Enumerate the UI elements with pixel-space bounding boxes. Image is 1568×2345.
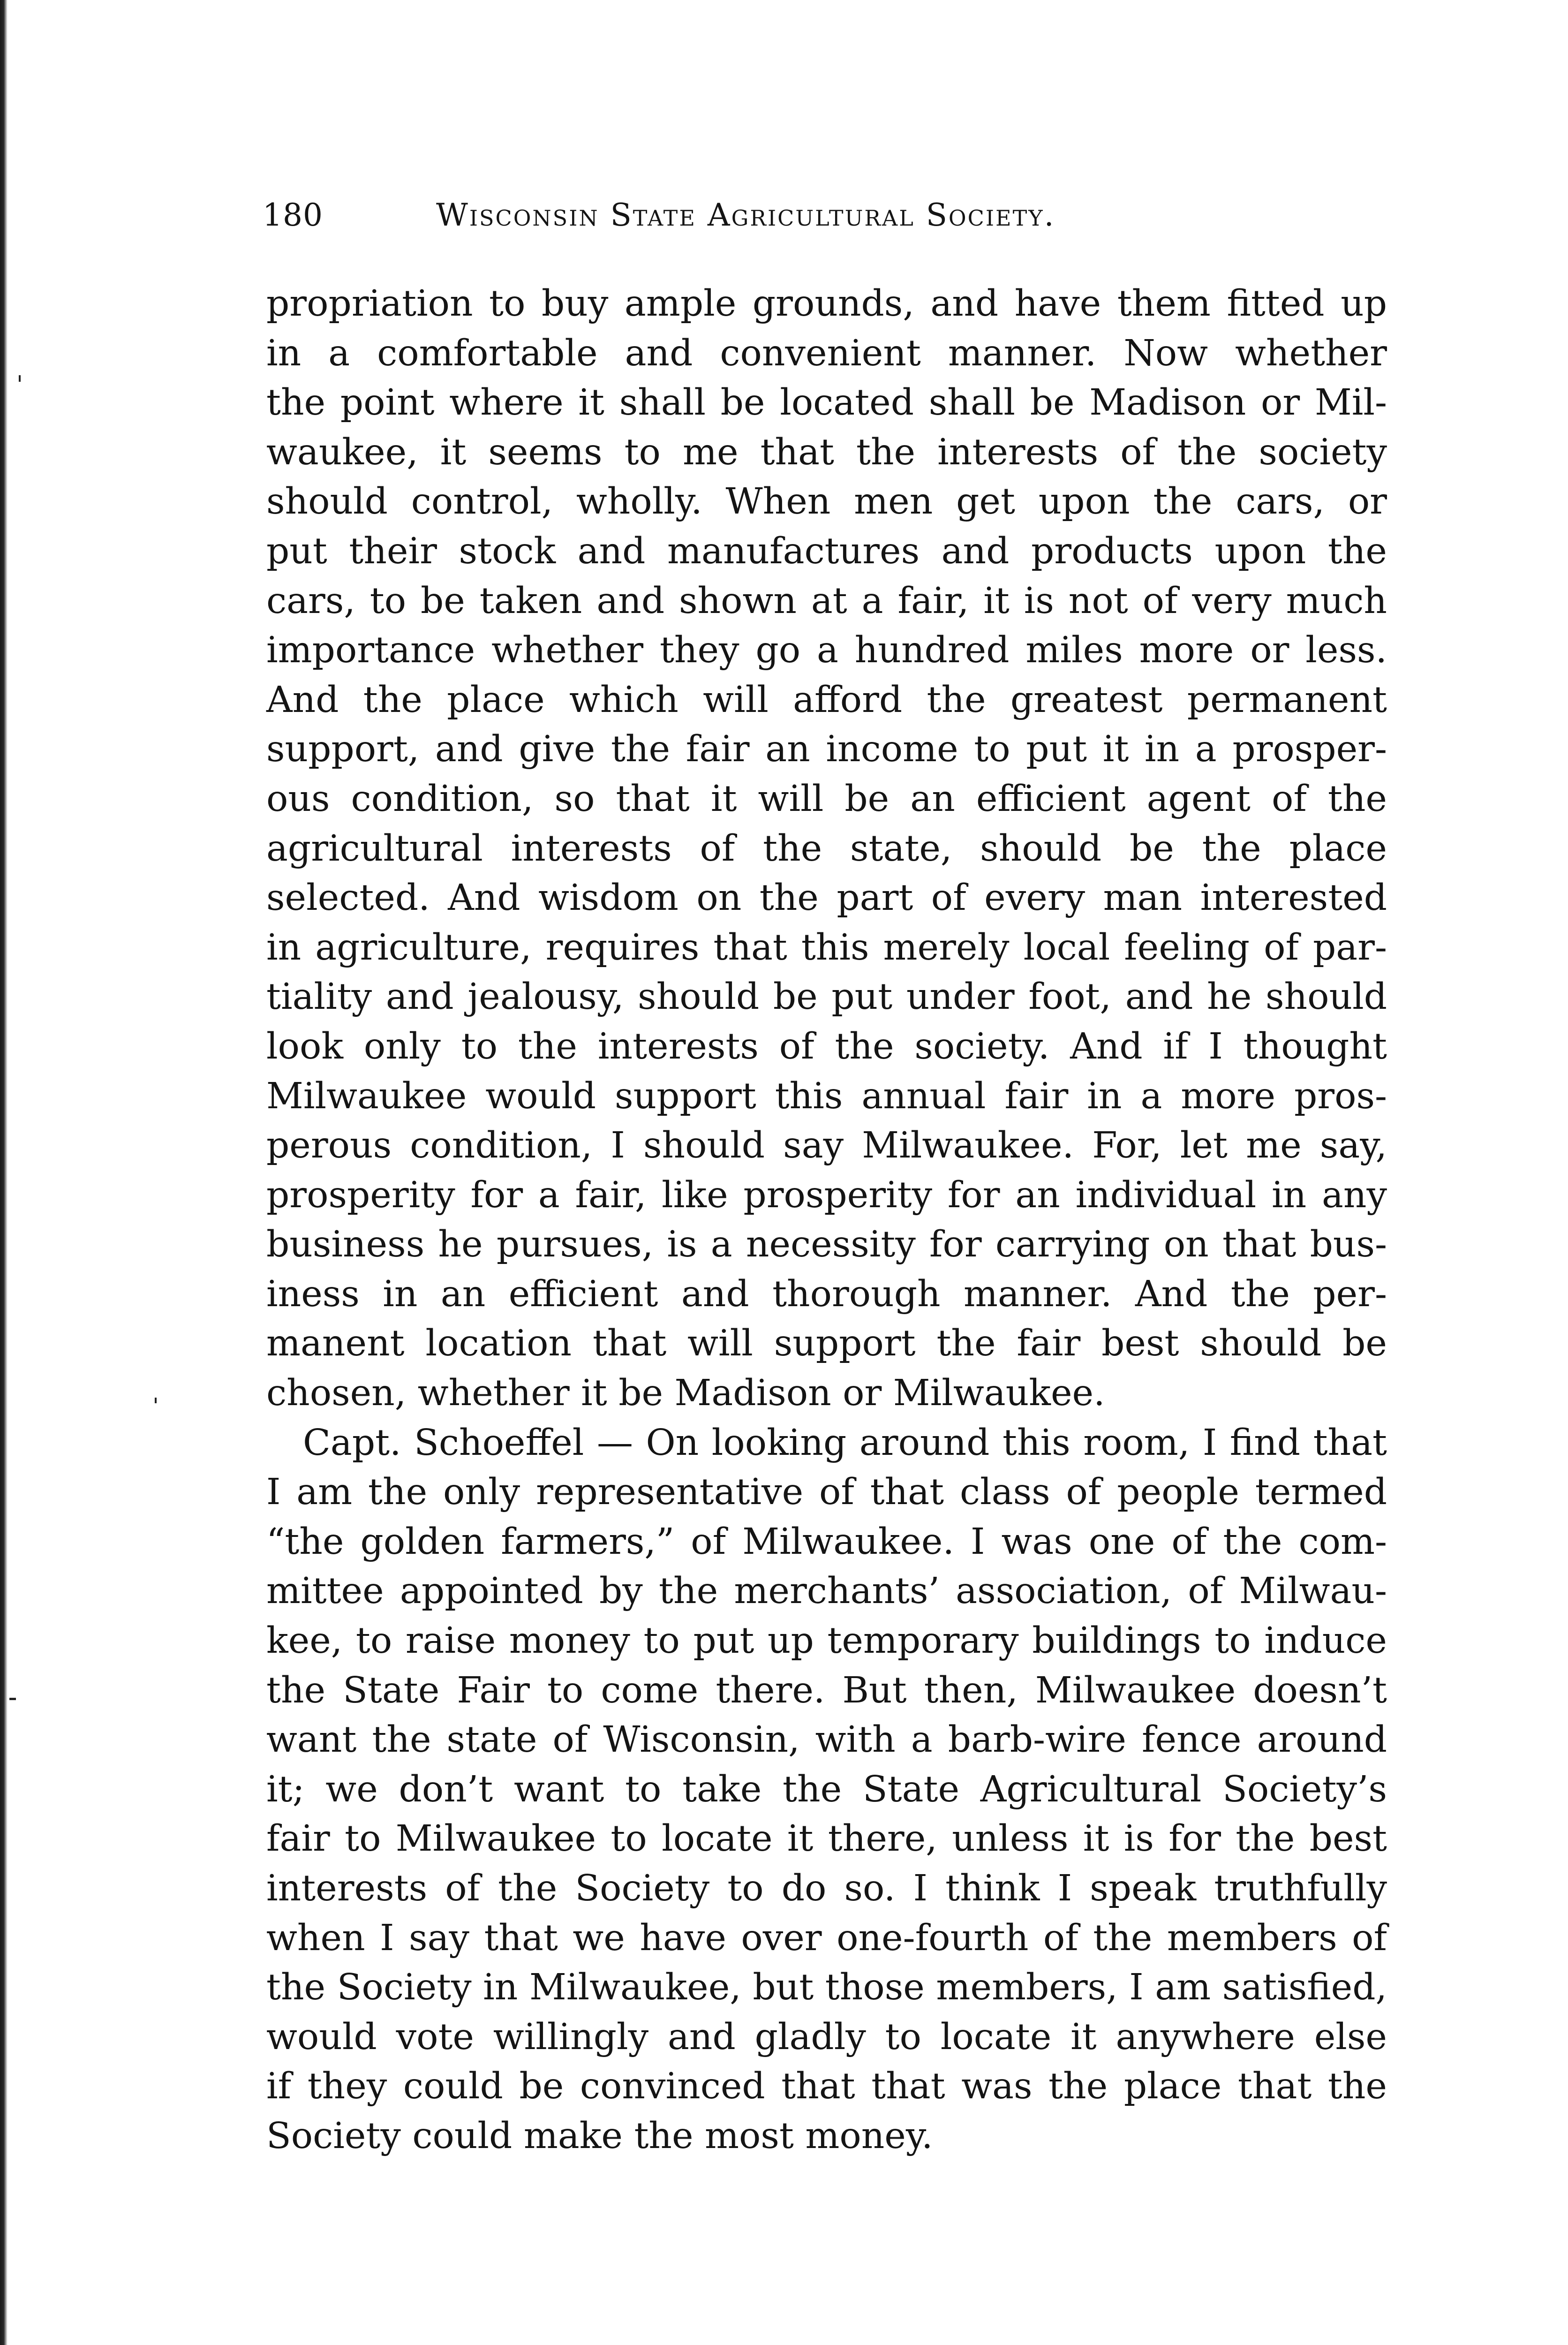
text-line: I am the only representative of that class of people termed — [266, 1471, 1387, 1513]
text-line: selected. And wisdom on the part of every man interested — [266, 877, 1387, 919]
text-line: put their stock and manufactures and products upon the — [266, 530, 1387, 572]
text-line: the State Fair to come there. But then, Milwaukee doesn’t — [266, 1669, 1387, 1711]
text-line: should control, wholly. When men get upon the cars, or — [266, 481, 1387, 523]
scan-mark — [9, 1698, 16, 1700]
text-line: Milwaukee would support this annual fair in a more pros- — [266, 1075, 1387, 1117]
page-number: 180 — [263, 197, 323, 233]
text-line: when I say that we have over one-fourth of the members of — [266, 1917, 1387, 1959]
running-head: Wisconsin State Agricultural Society. — [436, 197, 1055, 233]
page-header — [263, 197, 1379, 239]
text-line: tiality and jealousy, should be put under foot, and he should — [266, 976, 1387, 1018]
text-line: cars, to be taken and shown at a fair, it is not of very much — [266, 580, 1387, 622]
text-line: if they could be convinced that that was the place that the — [266, 2065, 1387, 2108]
text-line: ous condition, so that it will be an efficient agent of the — [266, 778, 1387, 820]
text-line: fair to Milwaukee to locate it there, unless it is for the best — [266, 1818, 1387, 1860]
text-line: mittee appointed by the merchants’ association, of Milwau- — [266, 1570, 1387, 1612]
text-line: chosen, whether it be Madison or Milwaukee. — [266, 1372, 1105, 1415]
text-line: Society could make the most money. — [266, 2115, 933, 2157]
text-line: importance whether they go a hundred miles more or less. — [266, 629, 1387, 672]
text-line: manent location that will support the fair best should be — [266, 1323, 1387, 1365]
text-line: iness in an efficient and thorough manner. And the per- — [266, 1273, 1387, 1315]
text-line: business he pursues, is a necessity for carrying on that bus- — [266, 1224, 1387, 1266]
text-line: kee, to raise money to put up temporary buildings to induce — [266, 1620, 1387, 1662]
text-line: want the state of Wisconsin, with a barb-wire fence around — [266, 1719, 1387, 1761]
paragraph-1 — [266, 279, 1387, 1418]
text-line: it; we don’t want to take the State Agricultural Society’s — [266, 1768, 1387, 1810]
text-line: in agriculture, requires that this merely local feeling of par- — [266, 926, 1387, 968]
scan-left-edge — [0, 0, 8, 2345]
text-line: would vote willingly and gladly to locate it anywhere else — [266, 2016, 1387, 2058]
text-line: propriation to buy ample grounds, and have them fitted up — [266, 283, 1387, 325]
text-line: And the place which will afford the greatest permanent — [266, 679, 1387, 721]
body-text — [266, 279, 1387, 2161]
text-line: the point where it shall be located shall be Madison or Mil- — [266, 382, 1387, 424]
scan-mark — [19, 375, 21, 382]
text-line: look only to the interests of the society. And if I thought — [266, 1025, 1387, 1067]
text-line: perous condition, I should say Milwaukee. For, let me say, — [266, 1125, 1387, 1167]
text-line: prosperity for a fair, like prosperity for an individual in any — [266, 1174, 1387, 1216]
text-line: “the golden farmers,” of Milwaukee. I was one of the com- — [266, 1520, 1387, 1563]
text-line: in a comfortable and convenient manner. Now whether — [266, 332, 1387, 374]
text-line: waukee, it seems to me that the interests of the society — [266, 431, 1387, 473]
text-line: the Society in Milwaukee, but those members, I am satisfied, — [266, 1967, 1387, 2009]
text-line: interests of the Society to do so. I think I speak truthfully — [266, 1868, 1387, 1909]
text-line: Capt. Schoeffel — On looking around this room, I find that — [303, 1422, 1387, 1464]
text-line: agricultural interests of the state, should be the place — [266, 827, 1387, 870]
scan-mark — [155, 1398, 157, 1403]
paragraph-2 — [266, 1418, 1387, 2161]
text-line: support, and give the fair an income to put it in a prosper- — [266, 728, 1387, 771]
